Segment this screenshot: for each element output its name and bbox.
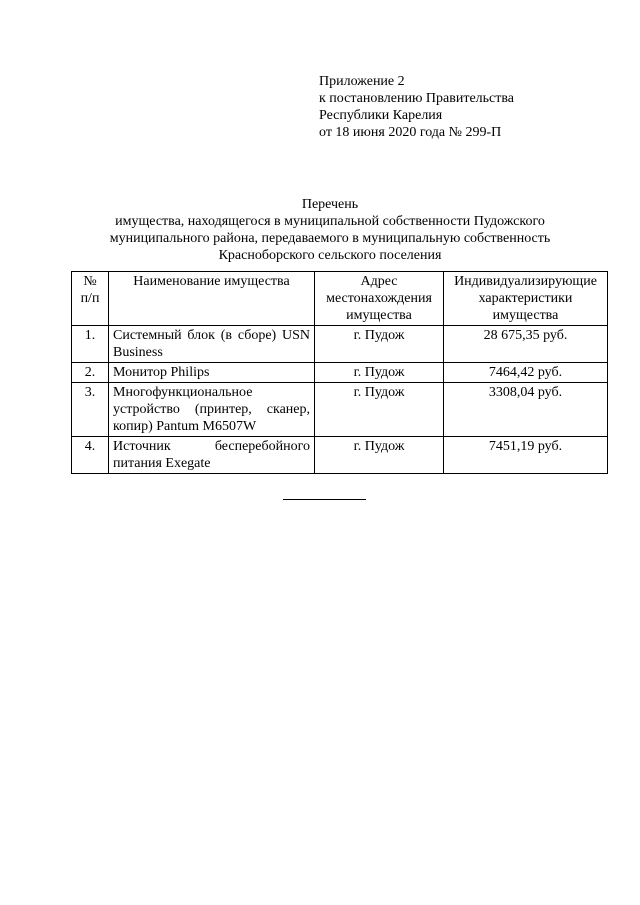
appendix-resolution-line: к постановлению Правительства — [319, 91, 515, 106]
heading-line-2: муниципального района, передаваемого в муниципальную собственность — [109, 231, 551, 246]
appendix-date-line: от 18 июня 2020 года № 299-П — [319, 125, 502, 140]
row-characteristics: 28 675,35 руб. — [444, 326, 608, 363]
table-row — [72, 363, 608, 383]
row-name: Монитор Philips — [109, 363, 315, 383]
header-num: № п/п — [72, 272, 109, 326]
appendix-block — [319, 73, 514, 141]
row-num: 4. — [72, 437, 109, 474]
row-num: 3. — [72, 383, 109, 437]
row-num: 1. — [72, 326, 109, 363]
row-name: Источник бесперебойного питания Exegate — [109, 437, 315, 474]
row-address: г. Пудож — [315, 363, 444, 383]
table-row — [72, 437, 608, 474]
row-num: 2. — [72, 363, 109, 383]
appendix-number: Приложение 2 — [319, 74, 405, 89]
table-header-row — [72, 272, 608, 326]
row-name: Системный блок (в сборе) USN Business — [109, 326, 315, 363]
table-row — [72, 383, 608, 437]
row-address: г. Пудож — [315, 383, 444, 437]
appendix-republic-line: Республики Карелия — [319, 108, 443, 123]
row-address: г. Пудож — [315, 437, 444, 474]
row-characteristics: 3308,04 руб. — [444, 383, 608, 437]
header-name: Наименование имущества — [109, 272, 315, 326]
heading-line-3: Красноборского сельского поселения — [218, 248, 442, 263]
header-characteristics: Индивидуализирующие характеристики имущества — [444, 272, 608, 326]
row-name: Многофункциональное устройство (принтер, сканер, копир) Pantum M6507W — [109, 383, 315, 437]
header-address: Адрес местонахождения имущества — [315, 272, 444, 326]
document-heading — [60, 196, 600, 264]
heading-title: Перечень — [301, 197, 359, 212]
row-characteristics: 7451,19 руб. — [444, 437, 608, 474]
row-address: г. Пудож — [315, 326, 444, 363]
row-characteristics: 7464,42 руб. — [444, 363, 608, 383]
end-divider — [283, 499, 366, 500]
table-row — [72, 326, 608, 363]
heading-line-1: имущества, находящегося в муниципальной собственности Пудожского — [115, 214, 545, 229]
property-table — [71, 271, 608, 474]
